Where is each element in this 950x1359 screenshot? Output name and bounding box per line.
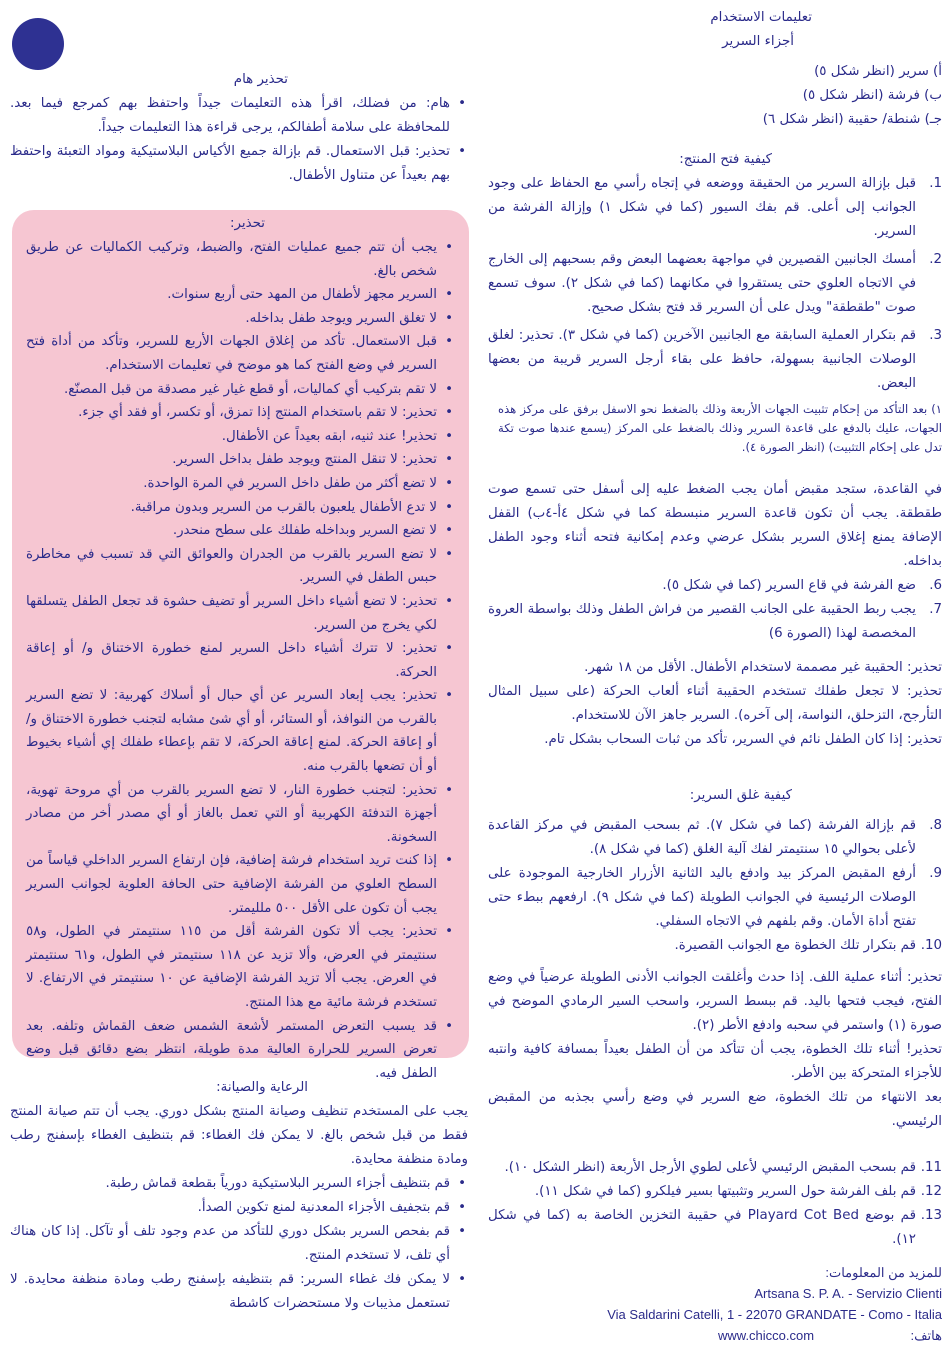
warning-item: • السرير مجهز لأطفال من المهد حتى أربع سنوات. — [26, 283, 455, 307]
close-final-steps — [488, 1156, 942, 1252]
base-section — [488, 478, 942, 646]
warning-item: • تحذير! عند ثنيه، ابقه بعيداً عن الأطفال. — [26, 425, 455, 449]
warning-item: • تحذير: يجب إبعاد السرير عن أي حبال أو أسلاك كهربية: لا تضع السرير بالقرب من النوافذ، أو الستائر، أو أي شئ مشابه لتجنب خطورة الاختناق و/أو إعاقة الحركة. لمنع إعاقة الحركة، لا تقم بإعطاء طفلك إي أشياء بخيوط أو أن تضعها بالقرب منه. — [26, 684, 455, 778]
care-list — [10, 1172, 468, 1316]
warning-item: • لا تضع أكثر من طفل داخل السرير في المرة الواحدة. — [26, 472, 455, 496]
warning-text: تحذير: إذا كان الطفل نائم في السرير، تأكد من ثبات السحاب بشكل تام. — [544, 732, 942, 747]
warning-item: • لا تقم بتركيب أي كماليات، أو قطع غيار غير مصدقة من قبل المصنّع. — [26, 378, 455, 402]
instructions-header — [488, 6, 942, 132]
care-heading: الرعاية والصيانة: — [216, 1080, 308, 1095]
warning-item: • تحذير: يجب ألا تكون الفرشة أقل من ١١٥ سنتيمتر في الطول، و٥٨ سنتيمتر في العرض، وألا تزيد عن ١١٨ سنتيمتر في الطول، و٦١ سنتيمتر في العرض. يجب ألا تزيد الفرشة الإضافية عن ١٠ سنتيمتر في الارتفاع. لا تستخدم فرشة مائية مع هذا المنتج. — [26, 920, 455, 1014]
parts-heading: أجزاء السرير — [722, 34, 794, 49]
warning-item: • تحذير: لا تنقل المنتج ويوجد طفل بداخل السرير. — [26, 448, 455, 472]
close-steps — [488, 814, 942, 958]
care-section — [10, 1076, 468, 1316]
important-item: • تحذير: قبل الاستعمال. قم بإزالة جميع الأكياس البلاستيكية ومواد التعبئة واحتفظ بهم بعيداً عن متناول الأطفال. — [10, 140, 468, 188]
important-item: • هام: من فضلك، اقرأ هذه التعليمات جيداً واحتفظ بهم كمرجع فيما بعد. للمحافظة على سلامة أطفالكم، يرجى قراءة هذا التعليمات جيداً. — [10, 92, 468, 140]
step-item: .2 أمسك الجانبين القصيرين في مواجهة بعضهما البعض وقم بسحبهم إلى الخارج في الاتجاه العلوي حتى يستقروا في مكانهما (كما في شكل ٢). سوف تسمع صوت "طقطقة" ويدل على أن السرير قد فتح بشكل صحيح. — [488, 252, 942, 315]
important-section — [10, 68, 468, 188]
warning-item: • تحذير: لا تضع أشياء داخل السرير أو تضيف حشوة قد تجعل الطفل يتسلقها لكي يخرج من السرير. — [26, 590, 455, 637]
contact-footer — [488, 1325, 942, 1346]
parts-list — [488, 60, 942, 132]
open-heading: كيفية فتح المنتج: — [679, 152, 772, 167]
lock-note: ١) بعد التأكد من إحكام تثبيت الجهات الأربعة وذلك بالضغط نحو الاسفل برفق على مركز هذه الجهات، عليك بالدفع على قاعدة السرير وذلك بالضغط على المركز (يسمع عندها صوت تكة تدل على إحكام التثبيت) (انظر الصورة ٤). — [498, 402, 942, 454]
company-address: Via Saldarini Catelli, 1 - 22070 GRANDATE - Como - Italia — [607, 1307, 942, 1322]
warnings-panel — [12, 210, 469, 1081]
warning-text: تحذير: الحقيبة غير مصممة لاستخدام الأطفال. الأقل من ١٨ شهر. — [584, 660, 942, 675]
part-item: جـ) شنطة/ حقيبة (انظر شكل ٦) — [762, 112, 942, 127]
care-item: • قم بتنظيف أجزاء السرير البلاستيكية دورياً بقطعة قماش رطبة. — [10, 1172, 468, 1196]
step-item: .13 قم بوضع Playard Cot Bed في حقيبة التخزين الخاصة به (كما في شكل ١٢). — [488, 1208, 942, 1247]
step-item: .8 قم بإزالة الفرشة (كما في شكل ٧). ثم بسحب المقبض في مركز القاعدة لأعلى بحوالي ١٥ سنتيمتر لفك آلية الغلق (كما في شكل ٨). — [488, 818, 942, 857]
bag-warnings — [488, 656, 942, 752]
page-title: تعليمات الاستخدام — [710, 10, 812, 25]
step-item: .6 ضع الفرشة في قاع السرير (كما في شكل ٥). — [662, 578, 942, 593]
step-item: .9 أرفع المقبض المركز بيد وادفع باليد الثانية الأزرار الخارجية الموجودة على الوصلات الرئيسية في الجوانب الطويلة (كما في شكل ٩). ارفعهم ببطء حتى تفتح أداة الأمان. وقم بلفهم في الاتجاه السفلي. — [488, 866, 942, 929]
open-steps-continued — [488, 574, 942, 646]
close-section — [488, 784, 942, 958]
care-item: • قم بتجفيف الأجزاء المعدنية لمنع تكوين الصدأ. — [10, 1196, 468, 1220]
care-intro: يجب على المستخدم تنظيف وصيانة المنتج بشكل دوري. يجب أن تتم صيانة المنتج فقط من قبل شخص بالغ. لا يمكن فك الغطاء: قم بتنظيف الغطاء بإسفنج رطب ومادة منظفة محايدة. — [10, 1104, 468, 1167]
warning-text: تحذير: لا تجعل طفلك تستخدم الحقيبة أثناء ألعاب الحركة (على سبيل المثال التأرجح، التزحلق، النواسة، إلى آخره). السرير جاهز الآن للاستخدام. — [488, 684, 942, 723]
important-list — [10, 92, 468, 188]
warning-item: • يجب أن تتم جميع عمليات الفتح، والضبط، وتركيب الكماليات عن طريق شخص بالغ. — [26, 236, 455, 283]
fold-warning: تحذير: أثناء عملية اللف. إذا حدث وأغلقت الجوانب الأدنى الطويلة عرضياً في وضع الفتح، فيجب فتحها باليد. قم ببسط السرير، واسحب السير الرمادي الموضح في صورة (١) واستمر في سحبه وادفع الأطر (٢). — [488, 970, 942, 1033]
warning-item: • لا تضع السرير بالقرب من الجدران والعوائق التي قد تسبب في مخاطرة حبس الطفل في السرير. — [26, 543, 455, 590]
open-section — [488, 148, 942, 457]
contact-label: للمزيد من المعلومات: — [825, 1265, 942, 1280]
step-item: .12 قم بلف الفرشة حول السرير وتثبيتها بسير فيلكرو (كما في شكل ١١). — [534, 1184, 942, 1199]
warning-item: • تحذير: لا تترك أشياء داخل السرير لمنع خطورة الاختناق و/ أو إعاقة الحركة. — [26, 637, 455, 684]
part-item: أ) سرير (انظر شكل ٥) — [814, 64, 942, 79]
warning-item: • تحذير: لا تقم باستخدام المنتج إذا تمزق، أو تكسر، أو فقد أي جزء. — [26, 401, 455, 425]
brand-logo-circle — [12, 18, 64, 70]
fold-warnings — [488, 966, 942, 1134]
warnings-heading: تحذير: — [229, 216, 265, 231]
warning-item: • قد يسبب التعرض المستمر لأشعة الشمس ضعف القماش وتلفه. بعد تعرض السرير للحرارة العالية مدة طويلة، انتظر بضع دقائق قبل وضع الطفل فيه. — [26, 1015, 455, 1086]
phone-label: هاتف: — [910, 1328, 942, 1343]
base-paragraph: في القاعدة، ستجد مقبض أمان يجب الضغط عليه إلى أسفل حتى تسمع صوت طقطقة. يجب أن تكون قاعدة السرير منبسطة كما في شكل ٤أ-٤ب) القفل الإضافة يمنع إغلاق السرير بشكل عرضي وعدم إمكانية فتحه أثناء وجود الطفل بداخله. — [488, 482, 943, 569]
fold-instruction: بعد الانتهاء من تلك الخطوة، ضع السرير في وضع رأسي بجذبه من المقبض الرئيسي. — [488, 1090, 942, 1129]
step-item: .7 يجب ربط الحقيبة على الجانب القصير من فراش الطفل وذلك بواسطة العروة المخصصة لهذا (الصورة 6) — [488, 602, 942, 641]
step-item: .3 قم بتكرار العملية السابقة مع الجانبين الآخرين (كما في شكل ٣). تحذير: لغلق الوصلات الجانبية بسهولة، حافظ على بقاء أرجل السرير قريبة من بعضها البعض. — [488, 328, 942, 391]
warning-item: • تحذير: لتجنب خطورة النار، لا تضع السرير بالقرب من أي مروحة تهوية، أجهزة التدفئة الكهربية أو التي تعمل بالغاز أو أي مصدر أخر من مصادر السخونة. — [26, 779, 455, 850]
fold-warning: تحذير! أثناء تلك الخطوة، يجب أن تتأكد من أن الطفل بعيداً بمسافة كافية وانتبه للأجزاء المتحركة بين الأطر. — [488, 1042, 942, 1081]
website-link[interactable]: www.chicco.com — [718, 1328, 815, 1343]
contact-block — [488, 1262, 942, 1346]
warnings-list — [26, 236, 455, 1085]
warning-item: • لا تضع السرير وبداخله طفلك على سطح منحدر. — [26, 519, 455, 543]
close-heading: كيفية غلق السرير: — [689, 788, 792, 803]
company-name: Artsana S. P. A. - Servizio Clienti — [754, 1286, 942, 1301]
step-item: .11 قم بسحب المقبض الرئيسي لأعلى لطوي الأرجل الأربعة (انظر الشكل ١٠). — [504, 1160, 942, 1175]
close-steps-continued — [488, 1156, 942, 1252]
warning-item: • قبل الاستعمال. تأكد من إغلاق الجهات الأربع للسرير، وتأكد من أداة فتح السرير في وضع الفتح كما هو موضح في تعليمات الاستخدام. — [26, 330, 455, 377]
warning-item: • لا تغلق السرير ويوجد طفل بداخله. — [26, 307, 455, 331]
important-heading: تحذير هام — [233, 72, 288, 87]
care-item: • قم بفحص السرير بشكل دوري للتأكد من عدم وجود تلف أو تآكل. إذا كان هناك أي تلف، لا تستخدم المنتج. — [10, 1220, 468, 1268]
step-item: .1 قبل بإزالة السرير من الحقيقة ووضعه في إتجاه رأسي مع الحفاظ على وجود الجوانب إلى أعلى. قم بفك السيور (كما في شكل ١) وإزالة الفرشة من السرير. — [488, 176, 942, 239]
part-item: ب) فرشة (انظر شكل ٥) — [802, 88, 942, 103]
warning-item: • لا تدع الأطفال يلعبون بالقرب من السرير وبدون مراقبة. — [26, 496, 455, 520]
open-steps — [488, 172, 942, 396]
step-item: .10 قم بتكرار تلك الخطوة مع الجوانب القصيرة. — [674, 938, 942, 953]
warning-item: • إذا كنت تريد استخدام فرشة إضافية، فإن ارتفاع السرير الداخلي قياساً من السطح العلوي من الفرشة الإضافية حتى الحافة العلوية لجوانب السرير يجب أن تكون على الأقل ٥٠٠ ملليمتر. — [26, 849, 455, 920]
care-item: • لا يمكن فك غطاء السرير: قم بتنظيفه بإسفنج رطب ومادة منظفة محايدة. لا تستعمل مذيبات ولا مستحضرات كاشطة — [10, 1268, 468, 1316]
